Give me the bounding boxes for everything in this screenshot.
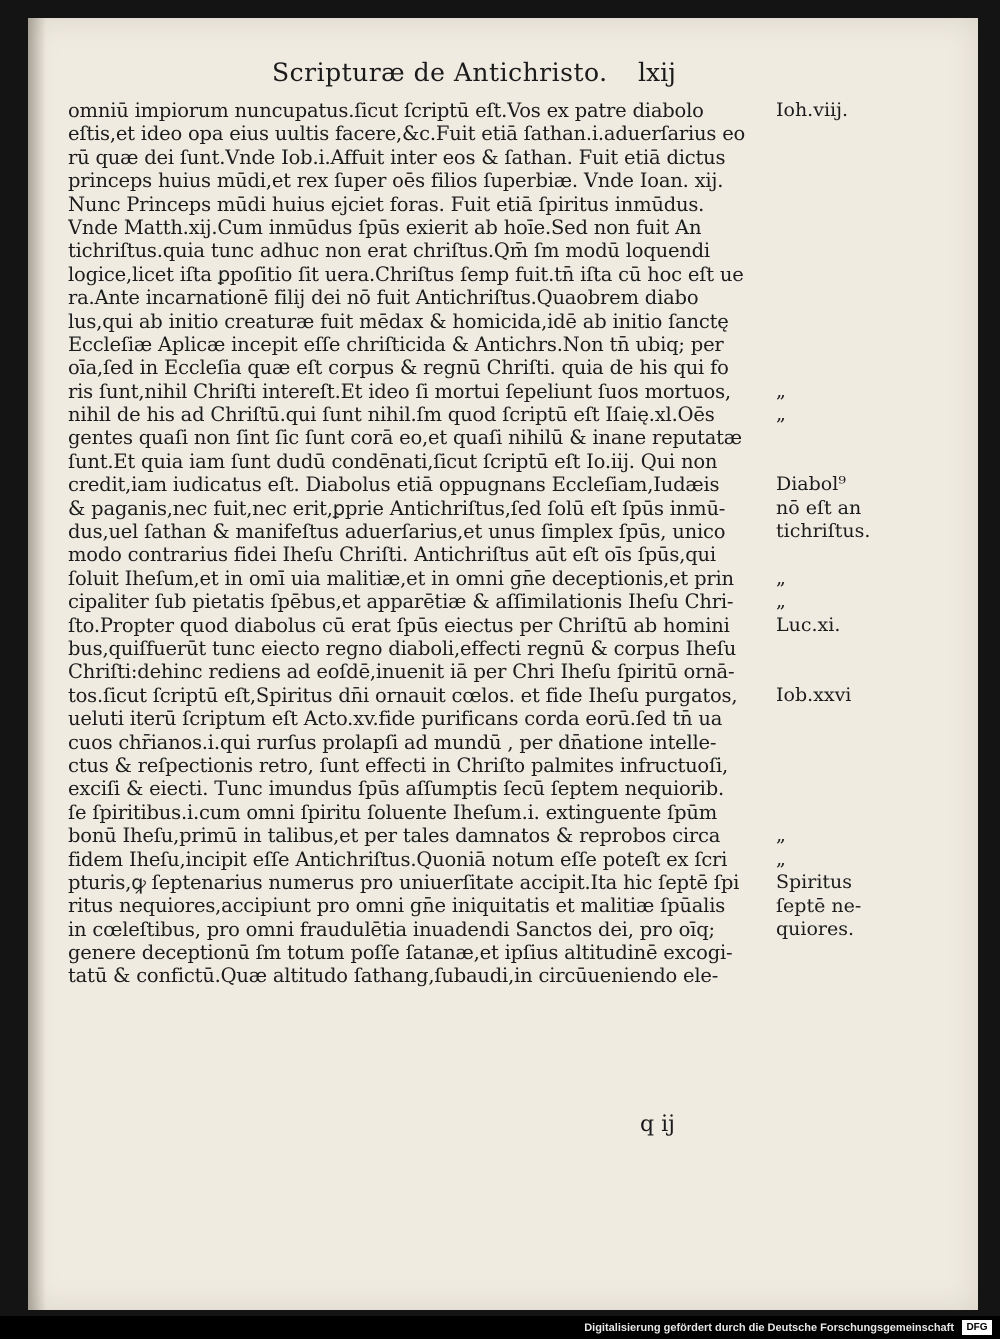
text-line: modo contrarius fidei Iheſu Chriſti. Antichriſtus aūt eſt oīs ſpūs,qui — [68, 543, 716, 567]
margin-note: „ — [776, 590, 786, 613]
text-line: pturis,ꝙ ſeptenarius numerus pro uniuerſitate accipit.Ita hic ſeptē ſpi — [68, 870, 740, 894]
text-line: & paganis,nec fuit,nec erit,ꝑprie Antichriſtus,ſed ſolū eſt ſpūs inmū- — [68, 496, 726, 520]
text-line: ſoluit Iheſum,et in omī uia malitiæ,et in omni gn̄e deceptionis,et prin — [68, 566, 734, 590]
main-text-block — [68, 99, 768, 988]
text-line: tichriſtus.quia tunc adhuc non erat chriſtus.Qm̄ ſm modū loquendi — [68, 239, 710, 263]
text-line: ſunt.Et quia iam ſunt dudū condēnati,ſicut ſcriptū eſt Io.iij. Qui non — [68, 449, 718, 473]
text-line: oīa,ſed in Eccleſia quæ eſt corpus & regnū Chriſti. quia de his qui fo — [68, 356, 729, 380]
text-line: Chriſti:dehinc rediens ad eoſdē,inuenit iā per Chri Iheſu ſpiritū ornā- — [68, 660, 735, 684]
margin-note: Luc.xi. — [776, 613, 841, 636]
text-line: bonū Iheſu,primū in talibus,et per tales damnatos & reprobos circa — [68, 824, 721, 848]
text-line: genere deceptionū ſm totum poſſe ſatanæ,et ipſius altitudinē excogi- — [68, 941, 733, 965]
margin-note: tichriſtus. — [776, 520, 871, 543]
text-line: credit,iam iudicatus eſt. Diabolus etiā oppugnans Eccleſiam,Iudæis — [68, 473, 720, 497]
text-line: ritus nequiores,accipiunt pro omni gn̄e iniquitatis et malitiæ ſpūalis — [68, 894, 726, 918]
text-line: Nunc Princeps mūdi huius ejciet foras. Fuit etiā ſpiritus inmūdus. — [68, 192, 705, 216]
text-line: eſtis,et ideo opa eius uultis facere,&c.Fuit etiā ſathan.i.aduerſarius eo — [68, 122, 746, 146]
text-line: ra.Ante incarnationē filij dei nō fuit Antichriſtus.Quaobrem diabo — [68, 286, 699, 310]
margin-note: „ — [776, 379, 786, 402]
running-title: Scripturæ de Antichristo. — [272, 58, 608, 87]
margin-note: „ — [776, 847, 786, 870]
text-line: exciſi & eiecti. Tunc imundus ſpūs aſſumptis ſecū ſeptem nequiorib. — [68, 777, 724, 801]
margin-note: nō eſt an — [776, 496, 862, 519]
margin-note: „ — [776, 403, 786, 426]
margin-note: „ — [776, 567, 786, 589]
margin-note: ſeptē ne- — [776, 894, 862, 917]
margin-note: Diabol⁹ — [776, 473, 846, 496]
text-line: ueluti iterū ſcriptum eſt Acto.xv.fide purificans corda eorū.ſed tn̄ ua — [68, 707, 723, 731]
page-header — [0, 52, 1000, 92]
text-line: cuos chr̄ianos.i.qui rurſus prolapſi ad mundū , per dn̄atione intelle- — [68, 730, 717, 754]
text-line: omniū impiorum nuncupatus.ſicut ſcriptū eſt.Vos ex patre diabolo — [68, 99, 704, 122]
signature-mark: q ij — [640, 1112, 675, 1137]
margin-note: Ioh.viij. — [776, 99, 849, 121]
text-line: princeps huius mūdi,et rex ſuper oēs filios ſuperbiæ. Vnde Ioan. xij. — [68, 169, 724, 193]
text-line: logice,licet iſta ꝑpoſitio ſit uera.Chriſtus ſemp fuit.tn̄ iſta cū hoc eſt ue — [68, 262, 744, 286]
text-line: ſto.Propter quod diabolus cū erat ſpūs eiectus per Chriſtū ab homini — [68, 613, 730, 637]
margin-note: „ — [776, 824, 786, 847]
margin-note: Spiritus — [776, 871, 853, 894]
footer-credit: Digitalisierung gefördert durch die Deutsche Forschungsgemeinschaft — [584, 1322, 954, 1334]
text-line: ris ſunt,nihil Chriſti intereſt.Et ideo ſi mortui ſepeliunt ſuos mortuos, — [68, 379, 731, 403]
text-line: Eccleſiæ Aplicæ incepit eſſe chriſticida & Antichrs.Non tn̄ ubiq; per — [68, 332, 724, 356]
text-line: rū quæ dei ſunt.Vnde Iob.i.Affuit inter eos & ſathan. Fuit etiā dictus — [68, 145, 726, 169]
text-line: nihil de his ad Chriſtū.qui ſunt nihil.ſm quod ſcriptū eſt Iſaię.xl.Oēs — [68, 403, 715, 427]
text-line: Vnde Matth.xij.Cum inmūdus ſpūs exierit ab hoīe.Sed non fuit An — [68, 215, 702, 239]
text-line: dus,uel ſathan & manifeſtus aduerſarius,et unus ſimplex ſpūs, unico — [68, 520, 726, 544]
text-line: fidem Iheſu,incipit eſſe Antichriſtus.Quoniā notum eſſe poteſt ex ſcri — [68, 847, 728, 871]
gutter-shadow — [28, 18, 46, 1310]
text-line: tatū & confictū.Quæ altitudo ſathang,ſubaudi,in circūueniendo ele- — [68, 964, 719, 988]
folio-number: lxij — [638, 58, 676, 87]
margin-note: Iob.xxvi — [776, 684, 852, 706]
text-line: gentes quaſi non ſint ſic ſunt corā eo,et quaſi nihilū & inane reputatæ — [68, 426, 742, 450]
text-line: lus,qui ab initio creaturæ fuit mēdax & homicida,idē ab initio ſanctę — [68, 309, 729, 333]
text-line: ctus & reſpectionis retro, ſunt effecti in Chriſto palmites infructuoſi, — [68, 753, 729, 777]
text-line: cipaliter ſub pietatis ſpēbus,et apparētiæ & aſſimilationis Iheſu Chri- — [68, 590, 734, 614]
dfg-logo: DFG — [962, 1320, 992, 1335]
margin-note: quiores. — [776, 918, 855, 940]
text-line: bus,quiſfuerūt tunc eiecto regno diaboli,effecti regnū & corpus Iheſu — [68, 636, 737, 660]
text-line: tos.ſicut ſcriptū eſt,Spiritus dn̄i ornauit cœlos. et fide Iheſu purgatos, — [68, 683, 738, 707]
text-line: ſe ſpiritibus.i.cum omni ſpiritu ſoluente Iheſum.i. extinguente ſpūm — [68, 800, 718, 824]
text-line: in cœleſtibus, pro omni fraudulētia inuadendi Sanctos dei, pro oīq; — [68, 917, 715, 941]
